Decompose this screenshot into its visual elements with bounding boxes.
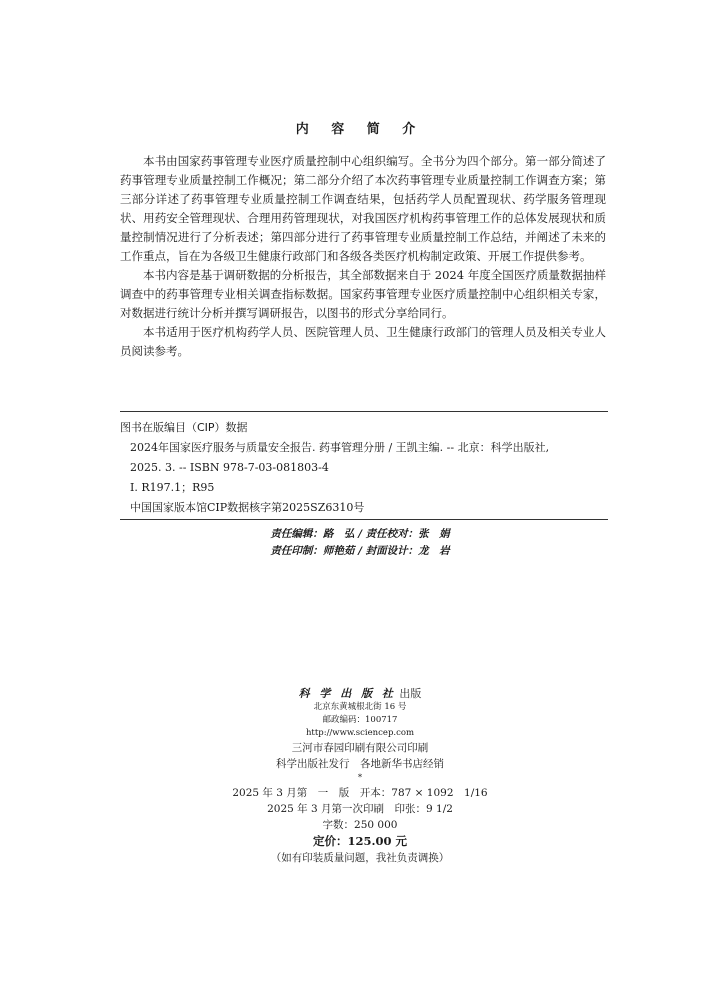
publisher-address: 北京东黄城根北街 16 号 (313, 702, 407, 712)
cip-block (120, 418, 608, 518)
cip-line-3: Ⅰ. R197.1；R95 (130, 481, 215, 494)
price-line: 定价：125.00 元 (312, 834, 407, 848)
summary-paragraph-1: 本书由国家药事管理专业医疗质量控制中心组织编写。全书分为四个部分。第一部分简述了药事管理专业质量控制工作概况；第二部分介绍了本次药事管理专业质量控制工作调查方案；第三部分详述了药事管理专业质量控制工作调查结果，包括药学人员配置现状、药学服务管理现状、用药安全管理现状、合理用药管理现状，对我国医疗机构药事管理工作的总体发展现状和质量控制情况进行了分析表述；第四部分进行了药事管理专业质量控制工作总结，并阐述了未来的工作重点，旨在为各级卫生健康行政部门和各级各类医疗机构制定政策、开展工作提供参考。 (120, 154, 606, 263)
staff-line-2: 责任印制：师艳茹 / 封面设计：龙 岩 (270, 545, 450, 557)
publisher-brand-suffix: 出版 (399, 687, 422, 700)
cip-top-divider (120, 411, 608, 412)
page-title: 内 容 简 介 (295, 122, 425, 137)
cip-bottom-divider (120, 519, 608, 520)
summary-paragraph-3: 本书适用于医疗机构药学人员、医院管理人员、卫生健康行政部门的管理人员及相关专业人员阅读参考。 (120, 325, 606, 358)
publisher-block (0, 686, 720, 866)
cip-line-1: 2024年国家医疗服务与质量安全报告. 药事管理分册 / 王凯主编. -- 北京：科学出版社, (130, 441, 550, 454)
printer-line: 三河市春园印刷有限公司印刷 (291, 742, 429, 754)
publisher-postcode: 邮政编码：100717 (322, 715, 398, 725)
printing-line: 2025 年 3 月第一次印刷 印张：9 1/2 (267, 803, 453, 815)
cip-line-4: 中国国家版本馆CIP数据核字第2025SZ6310号 (130, 501, 365, 514)
cip-heading: 图书在版编目（CIP）数据 (120, 421, 248, 434)
distribution-line: 科学出版社发行 各地新华书店经销 (276, 758, 444, 770)
publisher-website: http://www.sciencep.com (305, 728, 415, 738)
separator-asterisk: * (357, 773, 363, 783)
edition-line: 2025 年 3 月第 一 版 开本：787 × 1092 1/16 (232, 787, 488, 799)
summary-paragraph-2: 本书内容是基于调研数据的分析报告，其全部数据来自于 2024 年度全国医疗质量数据抽样调查中的药事管理专业相关调查指标数据。国家药事管理专业医疗质量控制中心组织相关专家，对数据进行统计分析并撰写调研报告，以图书的形式分享给同行。 (120, 268, 606, 320)
staff-credits (0, 526, 720, 560)
publisher-brand: 科 学 出 版 社 (298, 687, 396, 700)
cip-line-2: 2025. 3. -- ISBN 978-7-03-081803-4 (130, 461, 329, 474)
content-summary (120, 152, 606, 361)
publisher-brand-line (0, 686, 720, 701)
notice-line: （如有印装质量问题，我社负责调换） (270, 852, 450, 864)
staff-line-1: 责任编辑：路 弘 / 责任校对：张 娟 (270, 528, 450, 540)
word-count-line: 字数：250 000 (322, 819, 398, 831)
